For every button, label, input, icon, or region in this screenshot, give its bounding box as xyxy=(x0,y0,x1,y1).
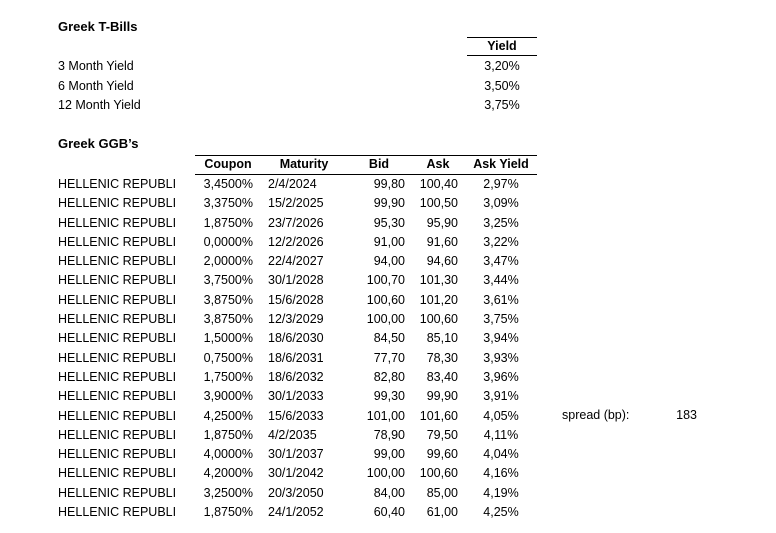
ggb-header-issuer-spacer xyxy=(58,155,195,175)
bond-coupon: 3,7500% xyxy=(203,273,253,288)
tbill-tenor-label: 6 Month Yield xyxy=(58,78,134,93)
bond-coupon: 3,8750% xyxy=(203,312,253,327)
bond-issuer: HELLENIC REPUBLI xyxy=(58,389,177,404)
bond-ask-yield: 3,94% xyxy=(483,331,519,346)
bond-maturity: 23/7/2026 xyxy=(268,215,324,230)
bond-coupon: 0,7500% xyxy=(203,350,253,365)
ggb-bond-row xyxy=(58,252,537,271)
bond-maturity: 4/2/2035 xyxy=(268,427,317,442)
bond-bid: 95,30 xyxy=(373,215,405,230)
ggb-bond-row xyxy=(58,426,537,445)
bond-issuer: HELLENIC REPUBLI xyxy=(58,350,177,365)
bond-issuer: HELLENIC REPUBLI xyxy=(58,505,177,520)
bond-maturity: 20/3/2050 xyxy=(268,485,324,500)
bond-issuer: HELLENIC REPUBLI xyxy=(58,427,177,442)
bond-coupon: 4,2500% xyxy=(203,408,253,423)
bond-maturity: 15/6/2033 xyxy=(268,408,324,423)
bond-ask: 91,60 xyxy=(426,234,458,249)
bond-bid: 99,90 xyxy=(373,196,405,211)
bond-issuer: HELLENIC REPUBLI xyxy=(58,369,177,384)
bond-maturity: 18/6/2030 xyxy=(268,331,324,346)
bond-ask-yield: 3,75% xyxy=(483,312,519,327)
bond-coupon: 0,0000% xyxy=(203,234,253,249)
ggb-header-ask-yield: Ask Yield xyxy=(465,155,537,175)
bond-coupon: 3,3750% xyxy=(203,196,253,211)
spread-value: 183 xyxy=(676,408,697,422)
bond-ask: 101,30 xyxy=(419,273,458,288)
bond-ask-yield: 3,61% xyxy=(483,292,519,307)
tbills-section-title: Greek T-Bills xyxy=(58,19,138,34)
ggb-bond-row xyxy=(58,445,537,464)
bond-bid: 94,00 xyxy=(373,254,405,269)
bond-ask-yield: 3,22% xyxy=(483,234,519,249)
bond-bid: 100,60 xyxy=(366,292,405,307)
bond-issuer: HELLENIC REPUBLI xyxy=(58,466,177,481)
ggb-bond-row xyxy=(58,194,537,213)
tbill-row xyxy=(0,96,776,116)
tbill-row xyxy=(0,77,776,97)
bond-issuer: HELLENIC REPUBLI xyxy=(58,273,177,288)
bond-ask: 101,60 xyxy=(419,408,458,423)
bond-maturity: 30/1/2037 xyxy=(268,447,324,462)
bond-coupon: 3,8750% xyxy=(203,292,253,307)
bond-bid: 101,00 xyxy=(366,408,405,423)
bond-coupon: 1,8750% xyxy=(203,427,253,442)
ggb-bond-row xyxy=(58,464,537,483)
bond-ask: 85,00 xyxy=(426,485,458,500)
bond-maturity: 18/6/2031 xyxy=(268,350,324,365)
tbill-yield-value: 3,75% xyxy=(484,98,520,112)
bond-ask: 100,40 xyxy=(419,177,458,191)
bond-bid: 99,80 xyxy=(373,177,405,191)
bond-ask: 78,30 xyxy=(426,350,458,365)
bond-ask: 100,60 xyxy=(419,312,458,327)
bond-issuer: HELLENIC REPUBLI xyxy=(58,215,177,230)
ggb-bond-row xyxy=(58,484,537,503)
bond-issuer: HELLENIC REPUBLI xyxy=(58,331,177,346)
bond-ask-yield: 2,97% xyxy=(483,177,519,191)
tbill-tenor-label: 12 Month Yield xyxy=(58,98,141,112)
ggb-bond-row xyxy=(58,175,537,194)
bond-coupon: 1,8750% xyxy=(203,215,253,230)
bond-ask-yield: 3,25% xyxy=(483,215,519,230)
bond-ask-yield: 3,09% xyxy=(483,196,519,211)
bond-ask: 61,00 xyxy=(426,505,458,520)
ggb-bond-row xyxy=(58,387,537,406)
bond-ask-yield: 4,16% xyxy=(483,466,519,481)
ggb-bond-table xyxy=(58,155,537,522)
bond-coupon: 3,2500% xyxy=(203,485,253,500)
bond-bid: 60,40 xyxy=(373,505,405,520)
tbill-tenor-label: 3 Month Yield xyxy=(58,59,134,73)
bond-coupon: 3,4500% xyxy=(203,177,253,191)
bond-ask-yield: 3,44% xyxy=(483,273,519,288)
ggb-bond-row xyxy=(58,310,537,329)
bond-bid: 82,80 xyxy=(373,369,405,384)
bond-coupon: 3,9000% xyxy=(203,389,253,404)
bond-coupon: 1,5000% xyxy=(203,331,253,346)
tbill-yield-value: 3,20% xyxy=(484,59,520,73)
bond-bid: 100,70 xyxy=(366,273,405,288)
bond-ask: 95,90 xyxy=(426,215,458,230)
bond-coupon: 1,8750% xyxy=(203,505,253,520)
bond-issuer: HELLENIC REPUBLI xyxy=(58,408,177,423)
ggb-header-ask: Ask xyxy=(411,155,465,175)
ggb-bond-row xyxy=(58,329,537,348)
bond-ask: 101,20 xyxy=(419,292,458,307)
bond-coupon: 2,0000% xyxy=(203,254,253,269)
spread-annotation xyxy=(562,406,697,425)
bond-bid: 84,50 xyxy=(373,331,405,346)
ggb-header-coupon: Coupon xyxy=(195,155,261,175)
bond-ask: 94,60 xyxy=(426,254,458,269)
ggb-bond-row xyxy=(58,349,537,368)
ggb-bond-row xyxy=(58,271,537,290)
bond-maturity: 22/4/2027 xyxy=(268,254,324,269)
bond-ask: 99,60 xyxy=(426,447,458,462)
bond-bid: 77,70 xyxy=(373,350,405,365)
bond-issuer: HELLENIC REPUBLI xyxy=(58,254,177,269)
ggb-section-title: Greek GGB’s xyxy=(58,136,139,151)
bond-ask: 100,50 xyxy=(419,196,458,211)
bond-maturity: 18/6/2032 xyxy=(268,369,324,384)
tbill-yield-value: 3,50% xyxy=(484,78,520,93)
bond-bid: 99,30 xyxy=(373,389,405,404)
bond-ask-yield: 4,05% xyxy=(483,408,519,423)
bond-ask-yield: 3,47% xyxy=(483,254,519,269)
bond-maturity: 15/6/2028 xyxy=(268,292,324,307)
bond-coupon: 1,7500% xyxy=(203,369,253,384)
bond-bid: 91,00 xyxy=(373,234,405,249)
tbills-yield-column-header: Yield xyxy=(467,37,537,56)
ggb-bond-row xyxy=(58,368,537,387)
bond-maturity: 24/1/2052 xyxy=(268,505,324,520)
bond-issuer: HELLENIC REPUBLI xyxy=(58,234,177,249)
bond-ask-yield: 3,93% xyxy=(483,350,519,365)
ggb-bond-row xyxy=(58,407,537,426)
bond-issuer: HELLENIC REPUBLI xyxy=(58,292,177,307)
ggb-bond-row xyxy=(58,291,537,310)
bond-coupon: 4,0000% xyxy=(203,447,253,462)
bond-maturity: 15/2/2025 xyxy=(268,196,324,211)
bond-bid: 100,00 xyxy=(366,312,405,327)
bond-ask-yield: 4,11% xyxy=(483,427,519,442)
bond-ask: 79,50 xyxy=(426,427,458,442)
bond-ask-yield: 4,25% xyxy=(483,505,519,520)
bond-maturity: 2/4/2024 xyxy=(268,177,317,191)
bond-maturity: 30/1/2042 xyxy=(268,466,324,481)
bond-issuer: HELLENIC REPUBLI xyxy=(58,447,177,462)
bond-issuer: HELLENIC REPUBLI xyxy=(58,485,177,500)
bond-ask-yield: 3,96% xyxy=(483,369,519,384)
spread-label: spread (bp): xyxy=(562,408,630,422)
bond-maturity: 30/1/2028 xyxy=(268,273,324,288)
bond-bid: 100,00 xyxy=(366,466,405,481)
bond-coupon: 4,2000% xyxy=(203,466,253,481)
ggb-bond-row xyxy=(58,233,537,252)
ggb-header-maturity: Maturity xyxy=(261,155,347,175)
bond-ask: 83,40 xyxy=(426,369,458,384)
bond-ask: 85,10 xyxy=(426,331,458,346)
bond-bid: 78,90 xyxy=(373,427,405,442)
bond-bid: 99,00 xyxy=(373,447,405,462)
bond-ask-yield: 3,91% xyxy=(483,389,519,404)
bond-bid: 84,00 xyxy=(373,485,405,500)
tbill-row xyxy=(0,57,776,77)
ggb-header-bid: Bid xyxy=(347,155,411,175)
bond-issuer: HELLENIC REPUBLI xyxy=(58,312,177,327)
ggb-table-header-row xyxy=(58,155,537,175)
bond-maturity: 30/1/2033 xyxy=(268,389,324,404)
bond-issuer: HELLENIC REPUBLI xyxy=(58,177,177,191)
bond-ask-yield: 4,04% xyxy=(483,447,519,462)
bond-ask: 100,60 xyxy=(419,466,458,481)
ggb-bond-row xyxy=(58,503,537,522)
ggb-bond-row xyxy=(58,214,537,233)
bond-ask: 99,90 xyxy=(426,389,458,404)
bond-ask-yield: 4,19% xyxy=(483,485,519,500)
tbills-rows xyxy=(0,57,776,116)
bond-maturity: 12/3/2029 xyxy=(268,312,324,327)
bond-issuer: HELLENIC REPUBLI xyxy=(58,196,177,211)
bond-maturity: 12/2/2026 xyxy=(268,234,324,249)
